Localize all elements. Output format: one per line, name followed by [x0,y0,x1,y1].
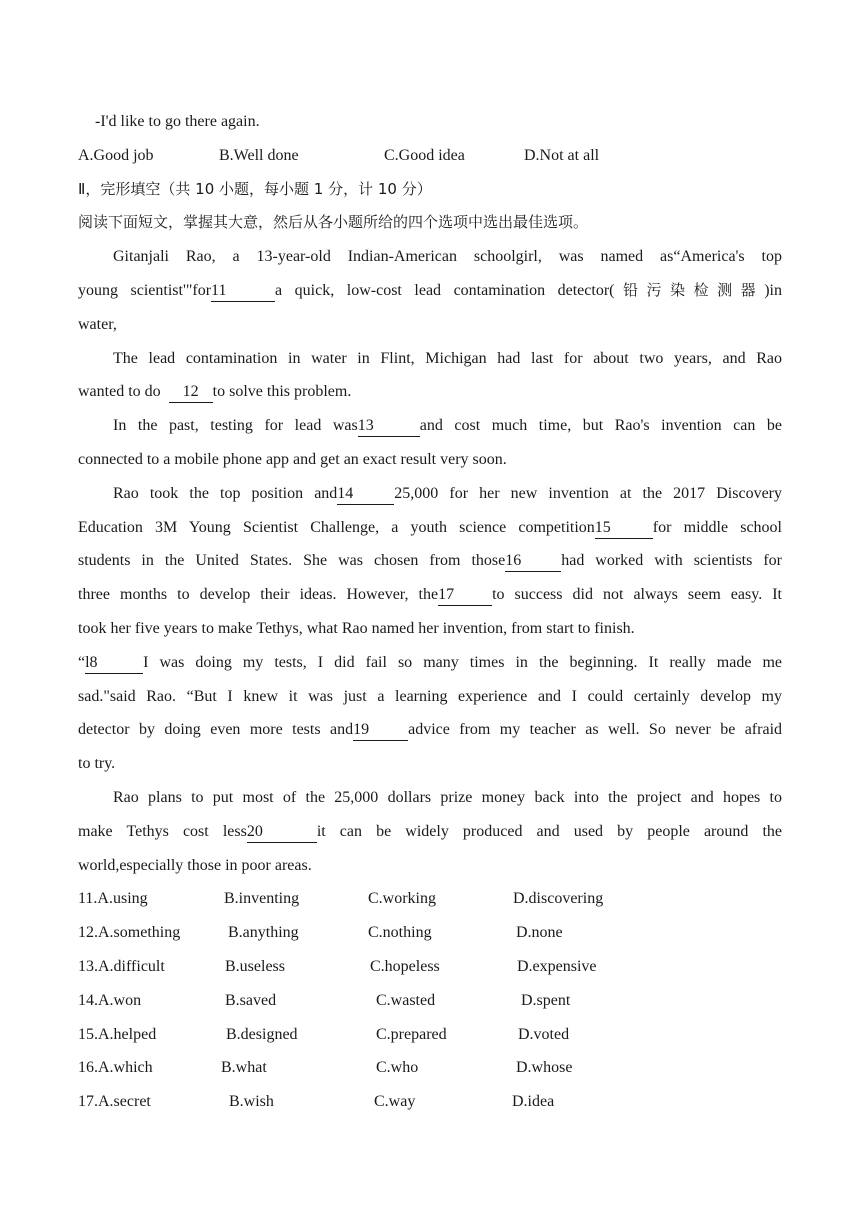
passage-text: detector by doing even more tests and [78,721,354,739]
passage-text: three months to develop their ideas. However, the [78,586,439,604]
passage-text: to solve this problem. [212,383,352,401]
option-d: D.discovering [513,890,604,908]
passage-line [78,815,782,849]
passage-line [78,274,782,308]
q10-option-c: C.Good idea [384,146,465,164]
passage-line: connected to a mobile phone app and get an exact result very soon. [78,450,507,468]
passage-line: to try. [78,755,116,773]
option-b: B.what [221,1059,267,1077]
option-a: 11.A.using [78,890,148,908]
passage-line: Gitanjali Rao, a 13-year-old Indian-American schoolgirl, was named as“America's top [113,248,782,266]
option-a: 16.A.which [78,1059,153,1077]
blank-16: 16 [505,551,561,572]
blank-13: 13 [358,416,420,437]
option-c: C.wasted [376,991,436,1009]
passage-text: make Tethys cost less [78,822,247,840]
passage-text: “ [78,653,86,671]
question-row [78,1085,782,1119]
passage-text: for middle school [652,518,782,536]
passage-line [78,511,782,545]
passage-line: The lead contamination in water in Flint, Michigan had last for about two years, and Rao [113,349,782,367]
option-a: 12.A.something [78,924,181,942]
option-c: C.who [376,1059,419,1077]
passage-line: world,especially those in poor areas. [78,856,312,874]
passage-text: to success did not always seem easy. It [492,586,782,604]
passage-text: Rao took the top position and [113,484,338,502]
question-row [78,1018,782,1052]
passage-line [78,646,782,680]
passage-line [78,578,782,612]
option-b: B.inventing [224,890,300,908]
exam-page [78,105,782,1119]
option-d: D.none [516,924,563,942]
option-c: C.nothing [368,924,432,942]
passage-line [78,544,782,578]
option-d: D.spent [521,991,571,1009]
passage-text: I was doing my tests, I did fail so many times in the beginning. It really made me [143,653,782,671]
passage-text: young scientist'"for [78,281,212,299]
blank-15: 15 [595,518,653,539]
option-b: B.saved [225,991,277,1009]
question-row [78,916,782,950]
option-c: C.hopeless [370,957,440,975]
question-row [78,984,782,1018]
q10-options-row [78,139,782,173]
passage-text: students in the United States. She was chosen from those [78,552,506,570]
question-list [78,882,782,1119]
passage-line: water, [78,315,117,333]
passage-text: advice from my teacher as well. So never be afraid [408,721,783,739]
passage-text: had worked with scientists for [561,552,782,570]
dialogue-reply: -I'd like to go there again. [95,113,260,130]
passage-line [78,409,782,443]
passage-text: a quick, low-cost lead contamination detector( [275,281,615,299]
blank-12: 12 [169,382,213,403]
passage-text: Education 3M Young Scientist Challenge, a youth science competition [78,518,595,536]
passage-line: sad."said Rao. “But I knew it was just a learning experience and I could certainly develop my [78,687,782,705]
passage-text: and cost much time, but Rao's invention can be [419,417,783,435]
option-c: C.working [368,890,436,908]
dialogue-reply-line [78,105,782,139]
passage-line [78,713,782,747]
passage-text: In the past, testing for lead was [113,417,358,435]
passage-chinese-gloss: 铅污染检测器 [614,280,765,299]
option-d: D.idea [512,1093,555,1111]
option-a: 14.A.won [78,991,142,1009]
section-title: Ⅱ，完形填空（共 10 小题，每小题 1 分，计 10 分） [78,179,432,198]
option-c: C.prepared [376,1025,447,1043]
option-a: 13.A.difficult [78,957,165,975]
option-b: B.designed [226,1025,298,1043]
option-b: B.anything [228,924,299,942]
passage-text: it can be widely produced and used by people around the [316,822,783,840]
option-d: D.expensive [517,957,597,975]
option-b: B.useless [225,957,285,975]
passage-line [78,477,782,511]
blank-20: 20 [247,822,317,843]
q10-option-d: D.Not at all [524,146,600,164]
blank-17: 17 [438,585,492,606]
question-row [78,1051,782,1085]
blank-18: l8 [85,653,143,674]
option-b: B.wish [229,1093,274,1111]
option-a: 17.A.secret [78,1093,151,1111]
blank-19: 19 [353,720,408,741]
passage-line: Rao plans to put most of the 25,000 dollars prize money back into the project and hopes to [113,788,782,806]
option-c: C.way [374,1093,416,1111]
question-row [78,882,782,916]
q10-option-b: B.Well done [219,146,299,164]
blank-11: 11 [211,281,275,302]
option-d: D.voted [518,1025,570,1043]
passage-text: 25,000 for her new invention at the 2017 Discovery [394,484,783,502]
question-row [78,950,782,984]
passage-line [78,375,782,409]
passage-text: )in [764,281,782,299]
q10-option-a: A.Good job [78,146,154,164]
option-a: 15.A.helped [78,1025,157,1043]
passage-text: wanted to do [78,383,161,401]
passage-line: took her five years to make Tethys, what Rao named her invention, from start to finish. [78,619,635,637]
blank-14: 14 [337,484,394,505]
section-instruction: 阅读下面短文，掌握其大意，然后从各小题所给的四个选项中选出最佳选项。 [78,213,589,232]
option-d: D.whose [516,1059,573,1077]
